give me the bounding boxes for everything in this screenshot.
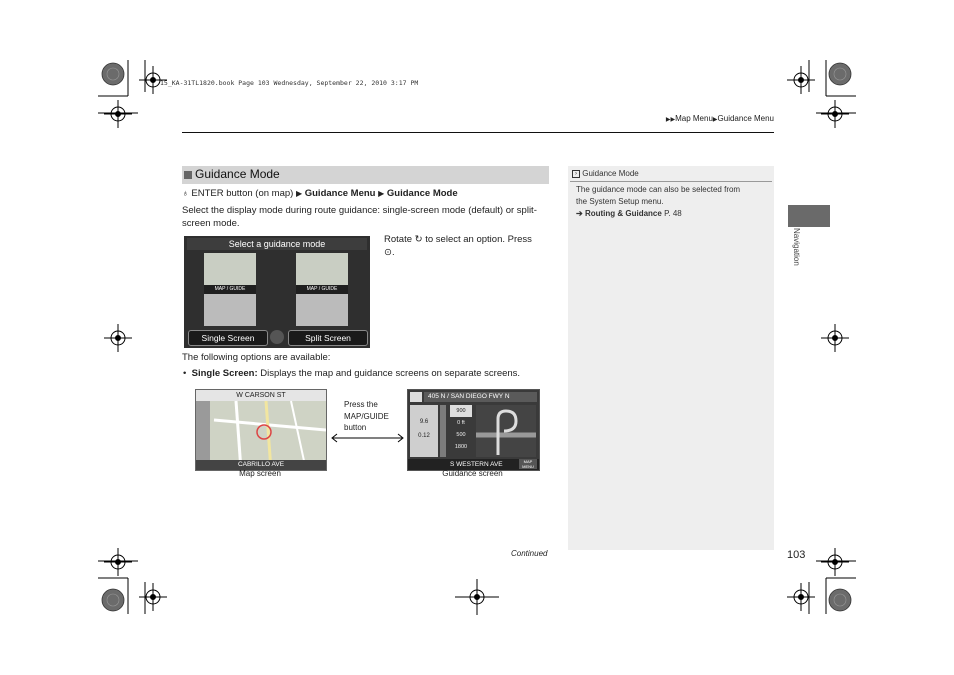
page-number: 103 <box>787 549 806 561</box>
header-rule <box>182 132 774 133</box>
guidance-bar <box>440 405 446 457</box>
sidebar-text-2: the System Setup menu. <box>576 197 664 206</box>
guidance-route-diagram <box>476 405 536 457</box>
path-sep-1: ▶ <box>295 189 303 198</box>
breadcrumb-guidance-menu[interactable]: Guidance Menu <box>717 114 774 123</box>
rotate-text-a: Rotate <box>384 234 412 245</box>
split-guide-preview <box>296 294 348 326</box>
guidance-screen-caption: Guidance screen <box>442 469 503 478</box>
path-sep-2: ▶ <box>378 189 385 198</box>
breadcrumb-map-menu[interactable]: Map Menu <box>675 114 713 123</box>
navigation-tab-label: Navigation <box>792 228 801 266</box>
rotate-dial-icon: ↻ <box>414 234 423 245</box>
split-screen-option[interactable]: Split Screen <box>288 330 368 346</box>
path-guidance-mode[interactable]: Guidance Mode <box>386 188 458 199</box>
section-heading <box>182 166 549 184</box>
sidebar-title: Guidance Mode <box>582 169 639 178</box>
bullet-dot: • <box>183 368 187 379</box>
scale-0: 900 <box>450 405 472 417</box>
breadcrumb-sep: ▶ <box>712 117 718 123</box>
press-dial-icon: ⊙ <box>384 247 392 258</box>
map-street-bottom: CABRILLO AVE <box>196 460 326 470</box>
split-map-guide-label: MAP / GUIDE <box>296 285 348 294</box>
rotate-text-end: . <box>391 247 395 258</box>
guidance-street: S WESTERN AVE <box>408 459 539 470</box>
sidebar-page-ref[interactable]: P. 48 <box>664 209 682 218</box>
scale-3: 1800 <box>454 444 468 450</box>
press-note <box>344 399 389 434</box>
guidance-header: 405 N / SAN DIEGO FWY N <box>424 392 537 402</box>
map-street-top: W CARSON ST <box>196 390 326 401</box>
navigation-tab <box>788 205 830 227</box>
scale-2: 500 <box>456 432 466 438</box>
map-roads <box>196 390 326 470</box>
press-note-2: MAP/GUIDE <box>344 411 389 421</box>
sidebar-panel <box>568 166 774 550</box>
heading-square-icon <box>184 171 192 179</box>
continued-label: Continued <box>511 549 548 558</box>
scale-1: 0 ft <box>457 420 465 426</box>
file-header: 15_KA-31TL1820.book Page 103 Wednesday, September 22, 2010 3:17 PM <box>160 79 419 87</box>
rotate-instruction <box>384 233 532 259</box>
press-note-1: Press the <box>344 400 378 409</box>
rotate-text-b: to select an option. Press <box>425 234 532 245</box>
guidance-dist-2: 0.12 <box>418 433 430 439</box>
bullet-term: Single Screen: <box>191 368 258 379</box>
map-screen <box>195 389 327 471</box>
path-start: ENTER button (on map) <box>191 188 294 199</box>
bullet-single-screen <box>183 367 520 380</box>
sidebar-text-1: The guidance mode can also be selected from <box>576 185 741 194</box>
intro-paragraph <box>182 204 552 230</box>
breadcrumb <box>666 114 774 123</box>
sidebar-rule <box>570 181 772 182</box>
single-guide-preview <box>204 294 256 326</box>
freeway-sign-icon <box>410 392 422 402</box>
map-screen-caption: Map screen <box>239 469 281 478</box>
guidance-screen <box>407 389 540 471</box>
mode-select-screen <box>184 236 370 348</box>
guidance-distance-panel <box>410 405 438 457</box>
mode-select-title: Select a guidance mode <box>187 238 367 250</box>
breadcrumb-arrows: ▶▶ <box>665 117 676 123</box>
bullet-desc: Displays the map and guidance screens on separate screens. <box>260 368 521 379</box>
dial-knob-icon <box>270 330 284 344</box>
single-map-guide-label: MAP / GUIDE <box>204 285 256 294</box>
guidance-scale <box>450 405 472 457</box>
section-title: Guidance Mode <box>195 167 280 181</box>
link-arrow-icon: ➔ <box>576 209 583 218</box>
single-screen-option[interactable]: Single Screen <box>188 330 268 346</box>
press-note-3: button <box>344 423 367 432</box>
sidebar-link[interactable]: Routing & Guidance <box>584 209 662 218</box>
intro-line-2: screen mode. <box>182 218 240 229</box>
options-intro: The following options are available: <box>182 352 331 363</box>
double-arrow-icon <box>330 433 405 443</box>
single-map-preview <box>204 253 256 285</box>
split-map-preview <box>296 253 348 285</box>
guidance-dist-1: 9.6 <box>419 419 429 425</box>
map-menu-button[interactable]: MAP MENU <box>519 459 537 469</box>
note-icon: › <box>572 170 580 178</box>
intro-line-1: Select the display mode during route guidance: single-screen mode (default) or split- <box>182 205 537 216</box>
path-guidance-menu[interactable]: Guidance Menu <box>304 188 376 199</box>
menu-path <box>182 187 458 200</box>
enter-button-icon: ♁ <box>182 188 189 198</box>
